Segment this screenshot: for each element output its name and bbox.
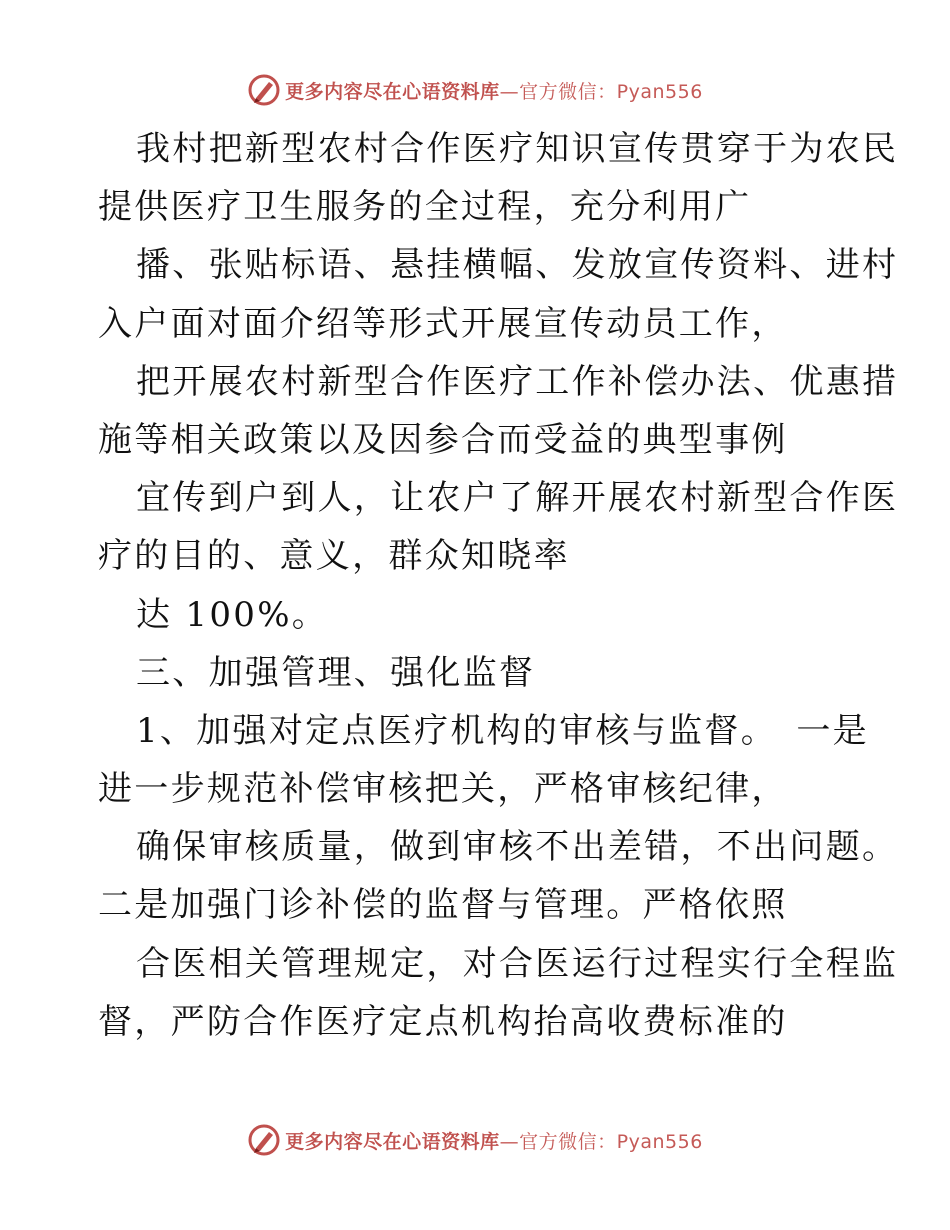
watermark-contact: 官方微信：Pyan556 [519,80,703,103]
watermark-contact: 官方微信：Pyan556 [519,1130,703,1153]
section-heading: 三、加强管理、强化监督 [136,652,536,693]
text-line: 督，严防合作医疗定点机构抬高收费标准的 [98,1001,788,1042]
text-line: 达 100%。 [136,594,329,635]
text-line: 1、加强对定点医疗机构的审核与监督。 一是 [136,710,869,751]
watermark-separator: — [499,1130,520,1153]
text-line: 二是加强门诊补偿的监督与管理。严格依照 [98,885,788,926]
text-line: 施等相关政策以及因参合而受益的典型事例 [98,419,788,460]
text-line: 提供医疗卫生服务的全过程，充分利用广 [98,187,752,228]
watermark-brand: 更多内容尽在心语资料库 [285,1130,500,1153]
text-line: 疗的目的、意义，群众知晓率 [98,536,570,577]
text-line: 宜传到户到人，让农户了解开展农村新型合作医 [136,478,899,519]
watermark-brand: 更多内容尽在心语资料库 [285,80,500,103]
pen-logo-icon [247,73,281,107]
watermark-text [285,77,703,104]
text-line: 进一步规范补偿审核把关，严格审核纪律， [98,769,788,810]
watermark-footer [0,1120,950,1160]
document-body [98,120,899,1051]
watermark-separator: — [499,80,520,103]
text-line: 我村把新型农村合作医疗知识宣传贯穿于为农民 [136,129,899,169]
watermark-text [285,1127,703,1154]
text-line: 播、张贴标语、悬挂横幅、发放宣传资料、进村 [136,245,899,286]
text-line: 合医相关管理规定，对合医运行过程实行全程监 [136,943,899,984]
text-line: 确保审核质量，做到审核不出差错，不出问题。 [136,827,899,868]
pen-logo-icon [247,1123,281,1157]
watermark-header [0,70,950,110]
text-line: 把开展农村新型合作医疗工作补偿办法、优惠措 [136,361,899,402]
text-line: 入户面对面介绍等形式开展宣传动员工作， [98,303,788,344]
